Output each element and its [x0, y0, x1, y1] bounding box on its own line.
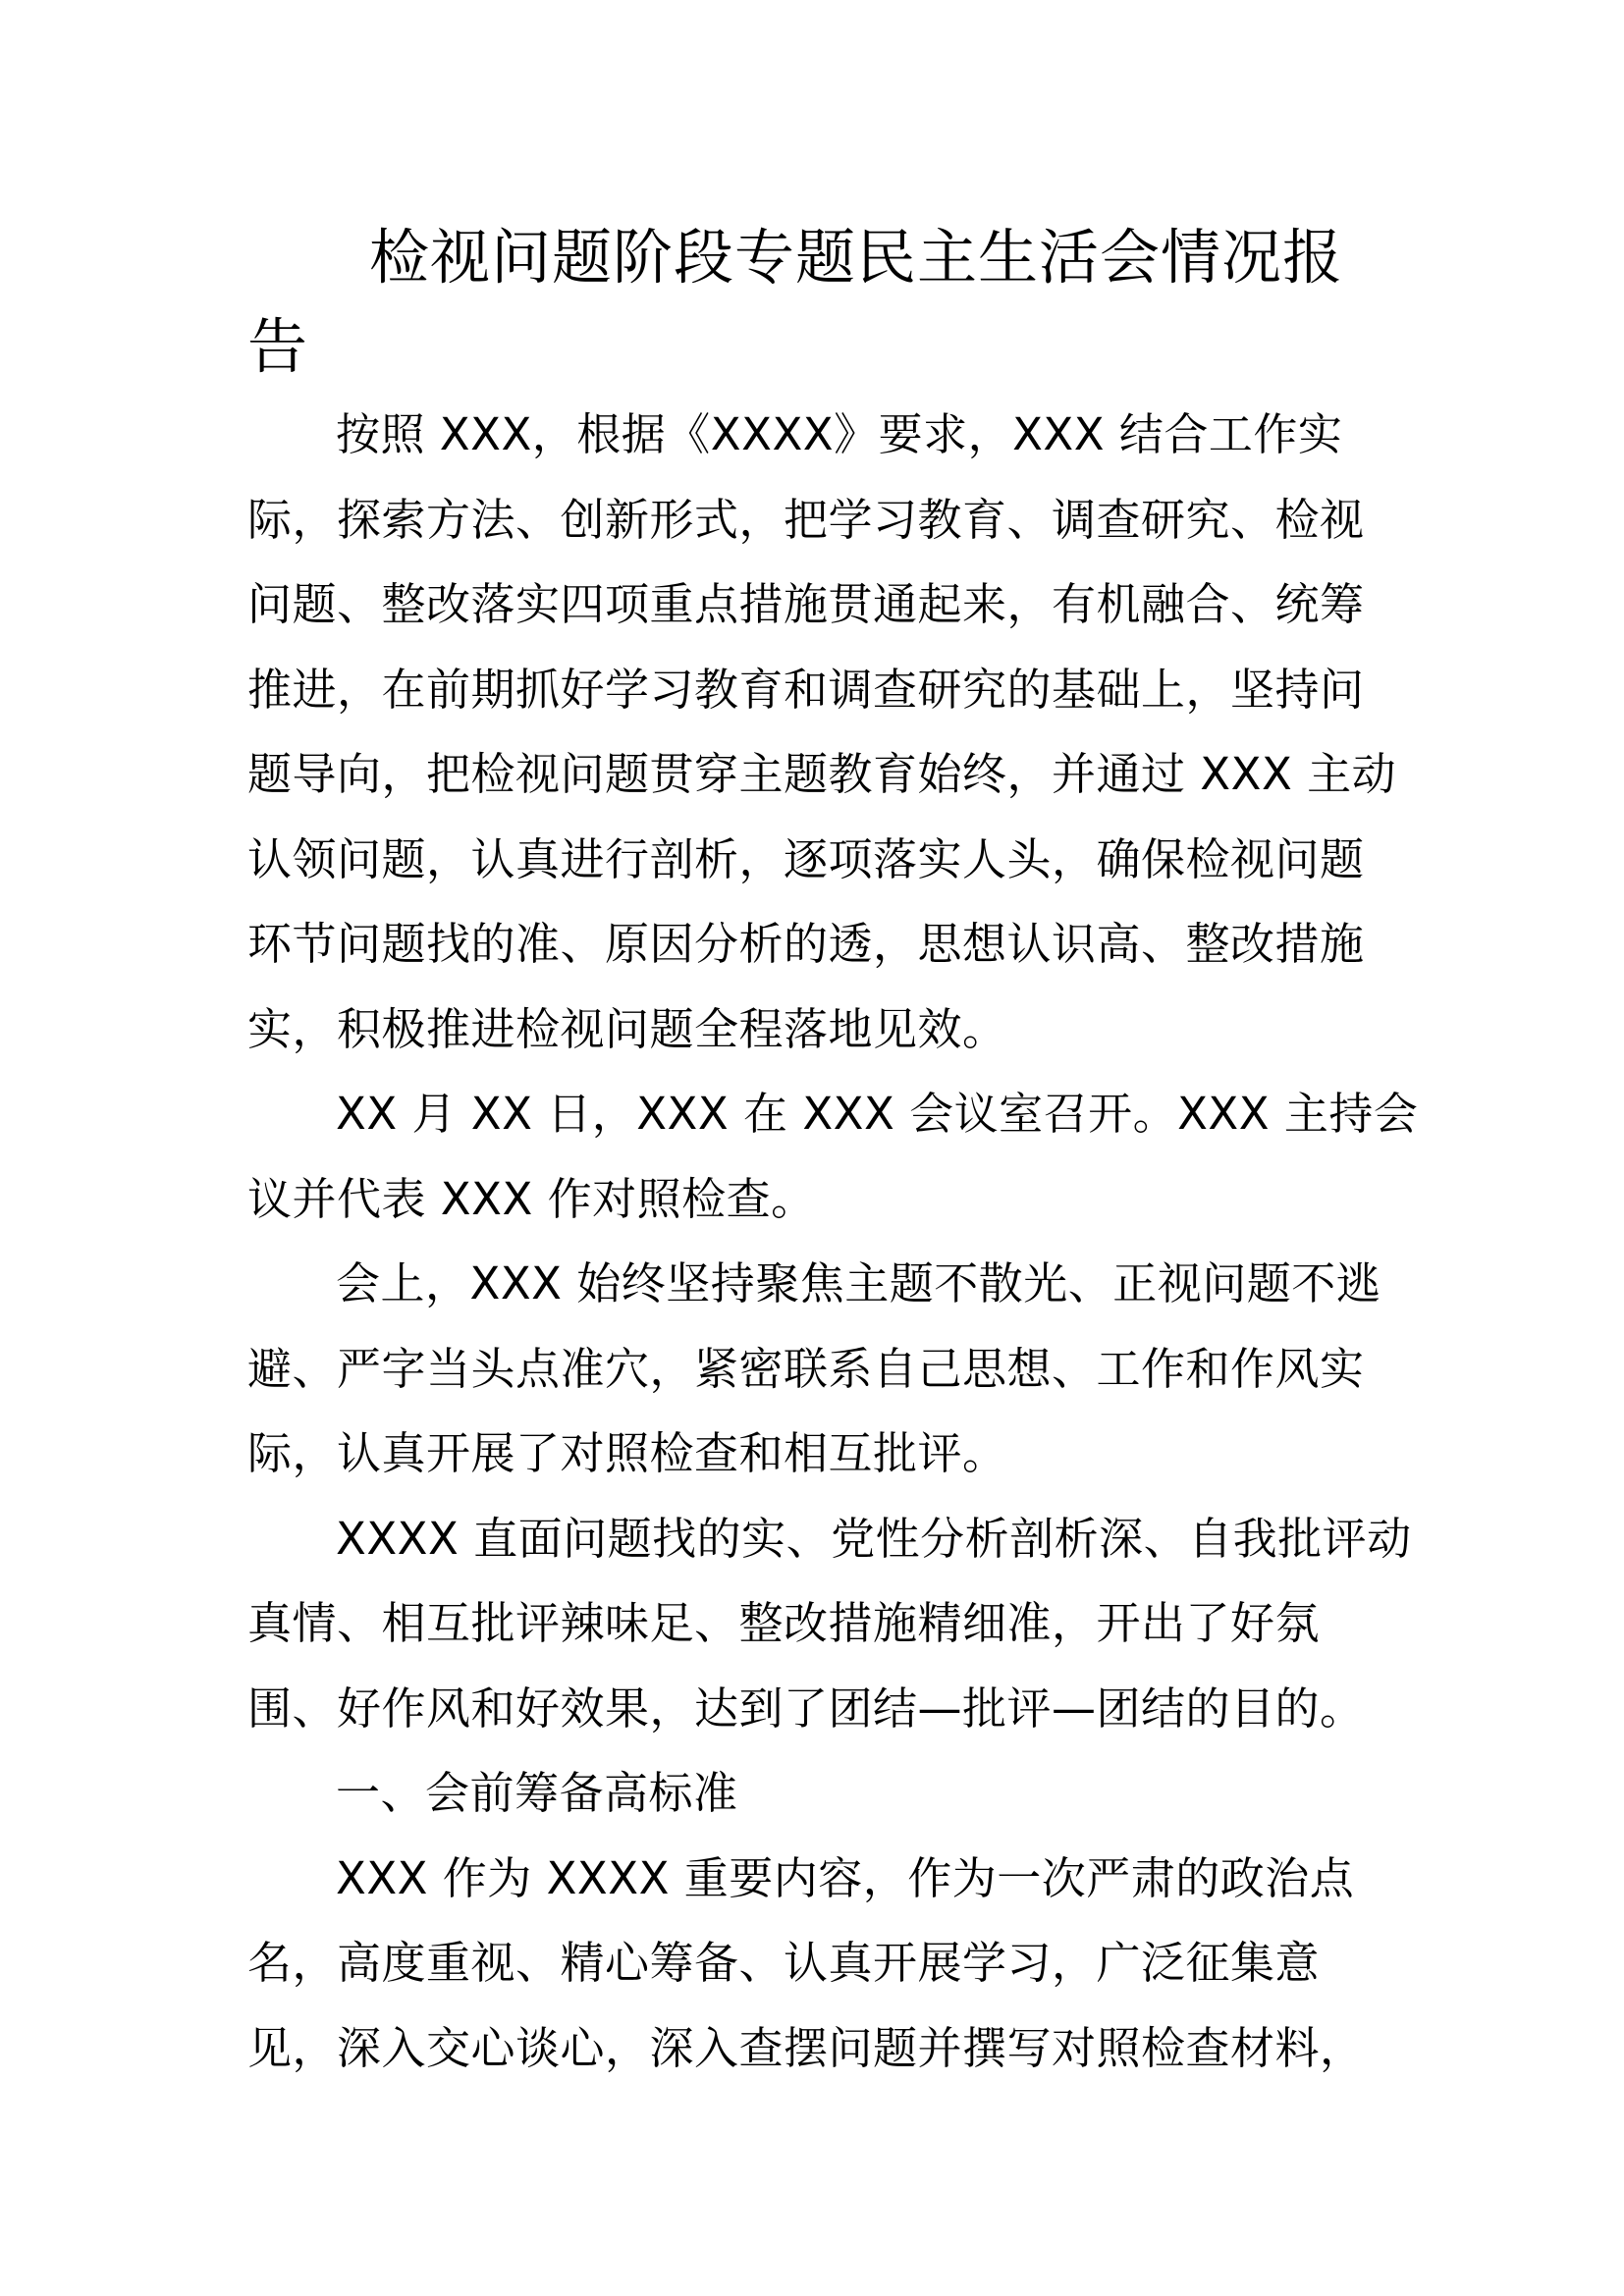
- paragraph-3-line-3: 际，认真开展了对照检查和相互批评。: [247, 1427, 1007, 1479]
- paragraph-1-line-3: 问题、整改落实四项重点措施贯通起来，有机融合、统筹: [247, 578, 1365, 630]
- paragraph-1-line-7: 环节问题找的准、原因分析的透，思想认识高、整改措施: [247, 918, 1365, 970]
- document-title-line-1: 检视问题阶段专题民主生活会情况报: [369, 223, 1344, 293]
- paragraph-4-line-3: 围、好作风和好效果，达到了团结—批评—团结的目的。: [247, 1682, 1365, 1735]
- paragraph-6-line-3: 见，深入交心谈心，深入查摆问题并撰写对照检查材料，: [247, 2022, 1365, 2074]
- paragraph-6-line-1: XXX 作为 XXXX 重要内容，作为一次严肃的政治点: [336, 1852, 1355, 1904]
- paragraph-4-line-2: 真情、相互批评辣味足、整改措施精细准，开出了好氛: [247, 1597, 1321, 1649]
- paragraph-1-line-1: 按照 XXX，根据《XXXX》要求，XXX 结合工作实: [336, 408, 1343, 460]
- paragraph-1-line-2: 际，探索方法、创新形式，把学习教育、调查研究、检视: [247, 494, 1365, 546]
- paragraph-1-line-6: 认领问题，认真进行剖析，逐项落实人头，确保检视问题: [247, 833, 1365, 885]
- paragraph-3-line-1: 会上，XXX 始终坚持聚焦主题不散光、正视问题不逃: [336, 1257, 1381, 1309]
- document-title-line-2: 告: [247, 312, 309, 382]
- paragraph-1-line-8: 实，积极推进检视问题全程落地见效。: [247, 1003, 1007, 1055]
- section-heading: 一、会前筹备高标准: [336, 1767, 738, 1819]
- paragraph-1-line-4: 推进，在前期抓好学习教育和调查研究的基础上，坚持问: [247, 664, 1365, 716]
- paragraph-6-line-2: 名，高度重视、精心筹备、认真开展学习，广泛征集意: [247, 1937, 1321, 1989]
- paragraph-2-line-1: XX 月 XX 日，XXX 在 XXX 会议室召开。XXX 主持会: [336, 1088, 1419, 1140]
- paragraph-2-line-2: 议并代表 XXX 作对照检查。: [247, 1173, 816, 1225]
- paragraph-1-line-5: 题导向，把检视问题贯穿主题教育始终，并通过 XXX 主动: [247, 748, 1397, 800]
- paragraph-4-line-1: XXXX 直面问题找的实、党性分析剖析深、自我批评动: [336, 1513, 1412, 1565]
- paragraph-3-line-2: 避、严字当头点准穴，紧密联系自己思想、工作和作风实: [247, 1343, 1365, 1395]
